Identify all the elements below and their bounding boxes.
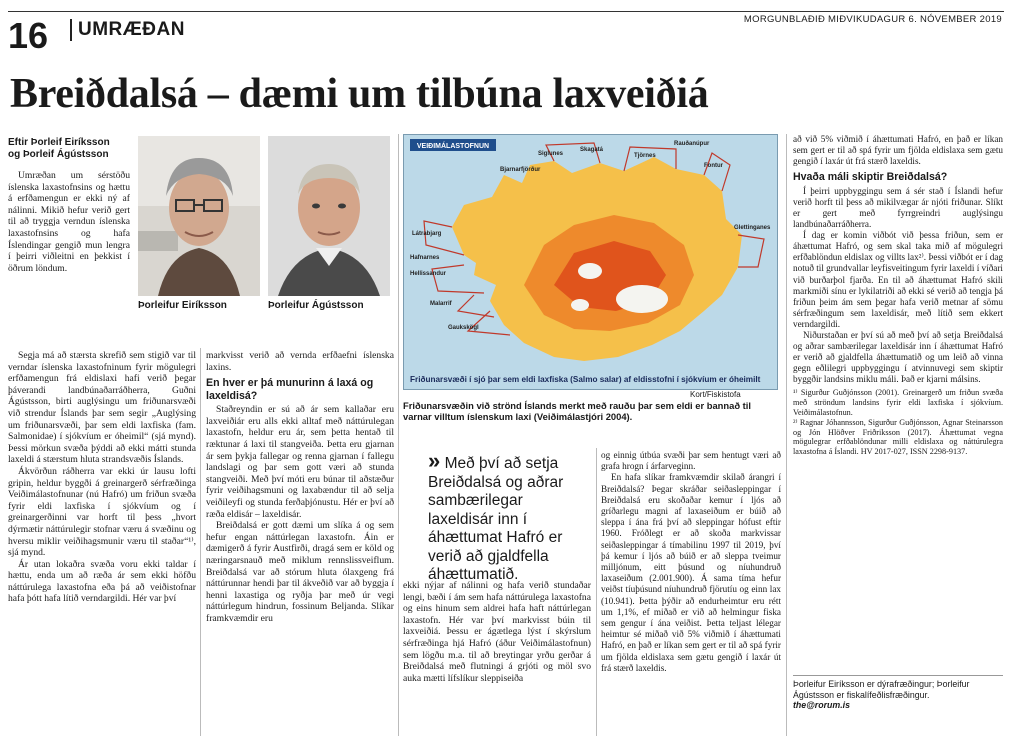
footnote: ¹⁾ Sigurður Guðjónsson (2001). Greinargerð um friðun svæða með ströndum landsins fyrir eldi laxfiska í sjókvíum. Veiðimálastofnun. [793,388,1003,418]
map-label: Hellissandur [410,271,447,277]
column-5 [793,134,1003,457]
map-label: Fontur [704,163,723,169]
map-caption: Friðunarsvæðin við strönd Íslands merkt með rauðu þar sem eldi er bannað til varnar villtum íslenskum laxi (Veiðimálastjóri 2004). [403,400,751,423]
column-2 [206,350,394,624]
author-contact [793,675,1003,711]
map-label: Hafnarnes [410,255,440,261]
map-inner-caption: Friðunarsvæði í sjó þar sem eldi laxfiska (Salmo salar) af eldisstofni í sjókvíum er óheimilt [410,375,761,384]
iceland-map [403,134,778,390]
section-name: UMRÆÐAN [70,19,185,41]
map-logo: VEIÐIMÁLASTOFNUN [416,143,490,150]
column-3 [403,580,591,684]
map-label: Látrabjarg [412,231,442,237]
paragraph: Breiðdalsá er gott dæmi um slíka á og sem hefur engan náttúrlegan laxastofn. Áin er dæmigerð á fyrir Austfirði, dragá sem er köld og næringarsnauð með miklum rennslissveiflum. Breiðdalsá var að stórum hluta ólaxgeng frá náttúrunnar hendi þar til ákveðið var að byggja í henni laxastiga og ryðja þar með úr vegi náttúrlegum hindrun, fossinum Beljanda. Slíkar framkvæmdir eru [206,520,394,624]
author-photo-1 [138,136,260,296]
quote-mark: » [428,448,441,473]
header-rule [8,11,1004,12]
headline: Breiðdalsá – dæmi um tilbúna laxveiðiá [10,71,709,117]
subheading: Hvaða máli skiptir Breiðdalsá? [793,171,948,184]
author-photo-2 [268,136,390,296]
subheading: En hver er þá munurinn á laxá og laxeldisá? [206,377,374,402]
column-divider [200,348,201,736]
paragraph: Segja má að stærsta skrefið sem stigið var til verndar íslenska laxastofninum fyrir mögulegri erfðamengun frá eldislaxi hafi verið þegar þáverandi landbúnaðarráðherra, Guðni Ágústsson, birti auglýsingu um friðunarsvæði við strendur Íslands þar sem segir „Auglýsing um friðunarsvæði, þar sem eldi laxfiska (fam. Salmonidae) í sjókvíum er óheimil“ (sjá mynd). Þessi mörkun svæða þýddi að ekki mátti stunda laxeldi á stærstum hluta strandsvæðis Íslands. [8,350,196,466]
map-label: Bjarnarfjörður [500,167,541,173]
column-4 [601,450,781,674]
map-label: Malarrif [430,301,452,307]
column-divider [596,448,597,736]
photo-caption-2: Þorleifur Ágústsson [268,300,364,311]
paragraph: markvisst verið að vernda erfðaefni íslenska laxins. [206,350,394,373]
paragraph: ekki nýjar af nálinni og hafa verið stundaðar lengi, bæði í ám sem hafa náttúrulega laxastofna og eins hinum sem aldrei hafa haft náttúrlegan laxastofn. Hér var því markvisst búin til laxveiðiá. Þessu er ágætlega lýst í skýrslum sérfræðinga hjá Hafró (áður Veiðimálastofnun) sem lögðu m.a. til að breytingar yrðu gerðar á Breiðdalsá með flutningi á grjóti og möl svo auka mætti lífslíkur sleppiseiða [403,580,591,684]
column-1-intro [8,170,130,274]
map-label: Skagatá [580,147,604,153]
column-1 [8,350,196,605]
footnotes [793,388,1003,457]
paragraph: Ár utan lokaðra svæða voru ekki taldar í hættu, enda um að ræða ár sem ekki höfðu náttúrulega laxastofna eða þá að veiðistofnar hafa þótt hafa lítið verndargildi. Hér var því [8,558,196,605]
paragraph: Í þeirri uppbyggingu sem á sér stað í Íslandi hefur verið horft til þess að mikilvægar ár njóti friðunar. Slíkt er gert með fyrrgreindri auglýsingu landbúnaðarráðherra. [793,185,1003,230]
photo-caption-1: Þorleifur Eiríksson [138,300,227,311]
map-credit: Kort/Fiskistofa [690,390,741,399]
publication-info: MORGUNBLAÐIÐ MIÐVIKUDAGUR 6. NÓVEMBER 2019 [743,14,1002,25]
map-label: Glettinganes [734,225,771,231]
map-label: Gaukskögl [448,325,479,331]
author-email: the@rorum.is [793,700,850,710]
author-description: Þorleifur Eiríksson er dýrafræðingur; Þorleifur Ágústsson er fiskalífeðlisfræðingur. [793,679,970,700]
pull-quote [428,448,588,585]
column-divider [786,134,787,736]
footnote: ²⁾ Ragnar Jóhannsson, Sigurður Guðjónsson, Agnar Steinarsson og Jón Hlöðver Friðriksson (2017). Áhættumat vegna mögulegrar erfðablöndunar milli eldislaxa og náttúrulegra laxastofna á Íslandi. HV 2017-027, ISSN 2298-9137. [793,417,1003,457]
map-label: Tjörnes [634,153,656,159]
column-divider [398,134,399,736]
page-number: 16 [8,15,49,56]
map-label: Rauðanúpur [674,141,710,147]
byline: Eftir Þorleif Eiríksson og Þorleif Ágústsson [8,137,110,160]
paragraph: Staðreyndin er sú að ár sem kallaðar eru laxveiðiár eru alls ekki alltaf með náttúrulegan laxastofn, heldur eru ár, sem þetta hentað til ræktunar á laxi til stangveiða. Þetta eru gjarnan ár sem þykja fallegar og renna gjarnan í fallegu landslagi og þar sem gott væri að stunda stangveiði. Með því móti eru búnar til aðstæður fyrir veiðihagsmuni og laxabændur til að selja veiðileyfi og stunda ferðaþjónustu. Hér er því að ræða eldisár – laxeldisár. [206,404,394,520]
map-label: Siglunes [538,151,564,157]
paragraph: En hafa slíkar framkvæmdir skilað árangri í Breiðdalsá? Þegar skráðar seiðasleppingar í Breiðdalsá eru skoðaðar kemur í ljós að gríðarlegu magni af laxaseiðum er búið að sleppa í ána frá því að sleppingar hófust eftir 1960. Fróðlegt er að skoða markvissar seiðasleppingar á tímabilinu 1997 til 2019, því þá kemur í ljós að búið er að sleppa tveimur milljónum, eitt þúsund og níuhundruð laxaseiðum (2.001.900). Á sama tíma hefur veiðst tíuþúsund níuhundruð fjörutíu og einn lax (10.941). Þetta þýðir að endurheimtur eru rétt um 1,1%, ef miðað er við að helmingur fiska sem gengur í ána veiðist. Þetta teljast lélegar heimtur sé miðað við 5% viðmið í áhættumati Hafró, en það er líkan sem gert er til að spá fyrir um fjölda eldislaxa sem gætu gengið í laxár út frá stærð laxeldis. [601,472,781,673]
paragraph: Ákvörðun ráðherra var ekki úr lausu lofti gripin, heldur byggði á greinargerð sérfræðinga Veiðimálastofnunar (nú Hafró) um friðun svæða fyrir eldi laxfiska í sjókvíum og í greinargerðinni var horft til þess „hvort dýrmætir náttúrulegir stofnar væru á svæðinu og hversu miklir veiðihagsmunir væru til staðar“¹⁾, sjá mynd. [8,465,196,559]
paragraph: Í dag er komin viðbót við þessa friðun, sem er áhættumat Hafró, og sem skal taka mið af mögulegri erfðablöndun eldislax og villts lax²⁾. Þessi viðbót er í dag notuð til grundvallar leyfisveitingum fyrir laxeldi í víðari við burðarþol fjarða. En til að áhættumat Hafró skili markmiði sínu er lykilatriði að ekki sé verið að tengja þá friðun þeim ám sem þegar hafa verið metnar af sömu sérfræðingum sem laxeldisár, með lítið sem ekkert verndargildi. [793,230,1003,329]
paragraph: að við 5% viðmið í áhættumati Hafró, en það er líkan sem gert er til að spá fyrir um fjölda eldislaxa sem gætu gengið í laxár út frá stærð laxeldis. [793,134,1003,167]
pull-quote-text: Með því að setja Breiðdalsá og aðrar sambærilegar laxeldisár inn í áhættumat Hafró er verið að gjaldfella áhættumatið. [428,455,564,583]
paragraph: Niðurstaðan er því sú að með því að setja Breiðdalsá og aðrar sambærilegar laxeldisár inn í áhættumat Hafró er verið að gjaldfella áhættumatið og um leið að vinna gegn eðlilegri uppbyggingu í atvinnuvegi sem skiptir byggðir landsins miklu máli. Það er kjarni málsins. [793,330,1003,385]
paragraph: Umræðan um sérstöðu íslenska laxastofnsins og hættu á erfðamengun er ekki ný af nálinni. Mikið hefur verið gert til að tryggja verndun íslenska laxastofnsins og hafa Íslendingar gengið mun lengra í þeirri viðleitni en þekkist í öðrum löndum. [8,170,130,274]
paragraph: og einnig útbúa svæði þar sem hentugt væri að grafa hrogn í árfarveginn. [601,450,781,472]
